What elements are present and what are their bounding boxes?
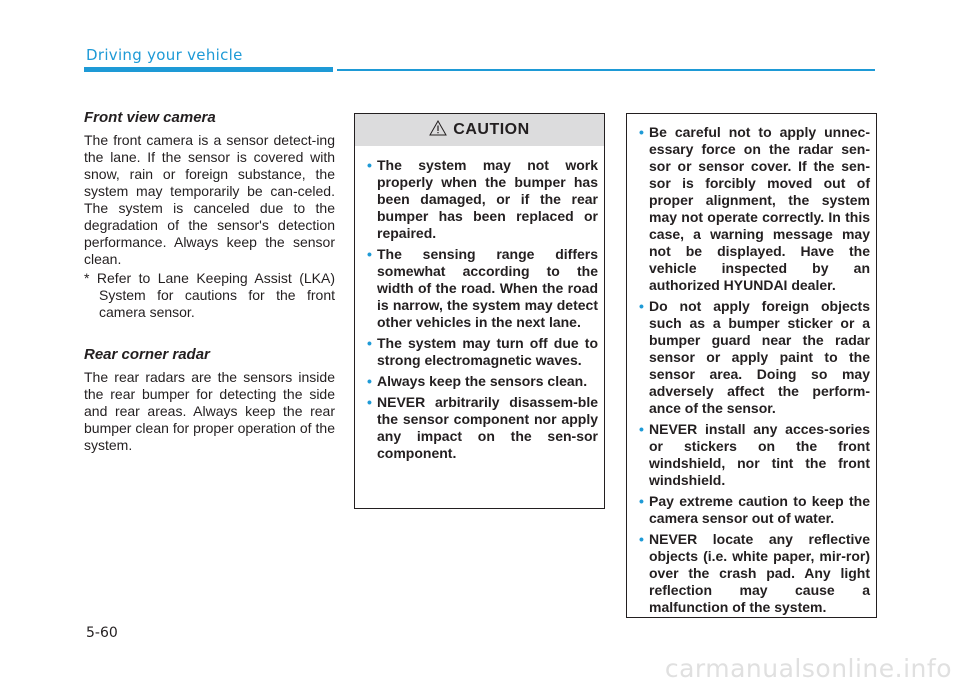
list-item: • NEVER locate any reflective objects (i.e. white paper, mir-ror) over the crash pad. Any light reflection may cause a malfunction of the system. xyxy=(639,531,870,615)
header-rule-thick xyxy=(84,67,333,72)
list-item: • The system may turn off due to strong electromagnetic waves. xyxy=(367,335,598,368)
list-item: • The system may not work properly when the bumper has been damaged, or if the rear bumper has been replaced or repaired. xyxy=(367,157,598,241)
section-title: Driving your vehicle xyxy=(86,46,243,64)
list-item: • The sensing range differs somewhat according to the width of the road. When the road is narrow, the system may detect other vehicles in the next lane. xyxy=(367,246,598,330)
bullet-icon: • xyxy=(639,298,644,314)
bullet-icon: • xyxy=(367,335,372,351)
warning-triangle-icon xyxy=(429,120,447,136)
caution-title: CAUTION xyxy=(453,121,530,138)
header-rule-thin xyxy=(337,69,875,71)
page-number: 5-60 xyxy=(86,625,118,641)
caution-continued-box xyxy=(626,113,877,618)
bullet-icon: • xyxy=(367,373,372,389)
rear-radar-heading: Rear corner radar xyxy=(84,346,210,363)
bullet-icon: • xyxy=(639,493,644,509)
list-item: • Be careful not to apply unnec-essary force on the radar sen-sor or sensor cover. If the sen-sor is forcibly moved out of proper alignment, the system may not operate correctly. In this case, a warning message may not be displayed. Have the vehicle inspected by an authorized HYUNDAI dealer. xyxy=(639,124,870,293)
bullet-icon: • xyxy=(639,531,644,547)
caution-list xyxy=(355,146,604,462)
bullet-icon: • xyxy=(639,124,644,140)
bullet-icon: • xyxy=(367,394,372,410)
bullet-icon: • xyxy=(639,421,644,437)
caution-box xyxy=(354,113,605,509)
watermark: carmanualsonline.info xyxy=(664,654,952,683)
list-item: • Always keep the sensors clean. xyxy=(367,373,588,389)
front-camera-heading: Front view camera xyxy=(84,109,216,126)
caution-header xyxy=(355,114,604,146)
front-camera-note: * Refer to Lane Keeping Assist (LKA) System for cautions for the front camera sensor. xyxy=(84,270,335,320)
list-item: • Do not apply foreign objects such as a bumper sticker or a bumper guard near the radar sensor or apply paint to the sensor area. Doing so may adversely affect the perform-ance of the sensor. xyxy=(639,298,870,416)
rear-radar-text: The rear radars are the sensors inside the rear bumper for detecting the side and rear areas. Always keep the rear bumper clean for proper operation of the system. xyxy=(84,369,335,453)
caution-continued-list xyxy=(627,114,876,616)
bullet-icon: • xyxy=(367,246,372,262)
front-camera-text: The front camera is a sensor detect-ing the lane. If the sensor is covered with snow, rain or foreign substance, the system may temporarily be can-celed. The system is canceled due to the degradation of the sensor's detection performance. Always keep the sensor clean. xyxy=(84,132,335,267)
bullet-icon: • xyxy=(367,157,372,173)
list-item: • Pay extreme caution to keep the camera sensor out of water. xyxy=(639,493,870,526)
list-item: • NEVER install any acces-sories or stickers on the front windshield, nor tint the front windshield. xyxy=(639,421,870,488)
left-column xyxy=(84,108,335,454)
list-item: • NEVER arbitrarily disassem-ble the sensor component nor apply any impact on the sen-sor component. xyxy=(367,394,598,461)
